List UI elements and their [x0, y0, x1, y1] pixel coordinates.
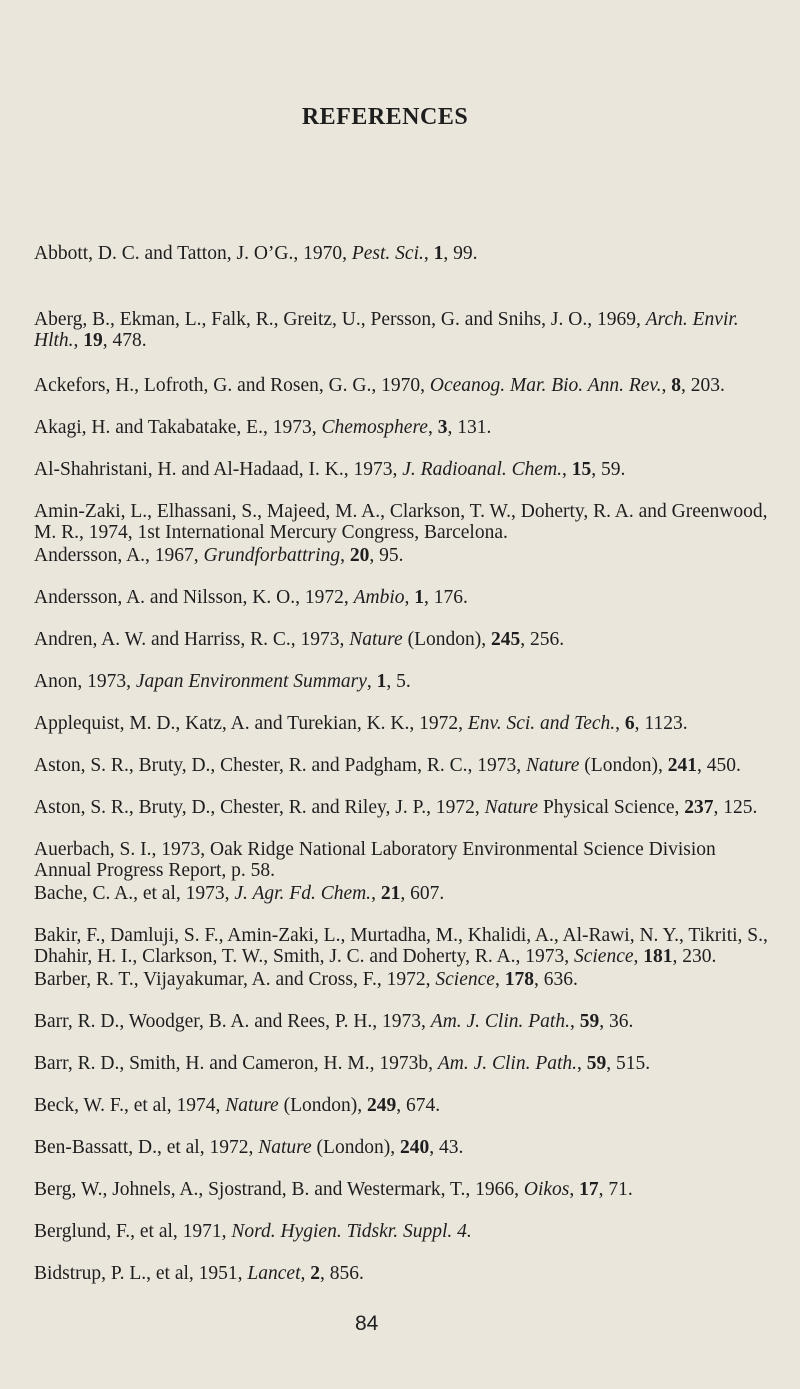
journal-title: Am. J. Clin. Path. [430, 1011, 570, 1032]
journal-title: J. Radioanal. Chem. [402, 459, 563, 480]
journal-title: Nature [349, 629, 403, 650]
reference-entry [34, 459, 772, 480]
reference-entry [34, 629, 772, 650]
citation-text: Physical Science, [538, 797, 685, 818]
volume-number: 181 [643, 946, 673, 967]
journal-title: Am. J. Clin. Path. [437, 1053, 578, 1074]
reference-entry [34, 969, 772, 990]
citation-text: , 5. [386, 671, 411, 692]
reference-entry [34, 1221, 772, 1242]
reference-entry [34, 545, 772, 566]
volume-number: 8 [671, 375, 682, 396]
citation-text: Barber, R. T., Vijayakumar, A. and Cross, F., 1972, [34, 969, 436, 990]
citation-text: , [615, 713, 625, 734]
volume-number: 1 [433, 243, 444, 264]
volume-number: 240 [399, 1137, 430, 1158]
reference-entry [34, 309, 772, 351]
citation-text: , [633, 946, 644, 967]
journal-title: Oikos [523, 1179, 570, 1200]
citation-text: Amin-Zaki, L., Elhassani, S., Majeed, M. A., Clarkson, T. W., Doherty, R. A. and Greenwood, M. R., 1974, 1st International Mercury Congress, Barcelona. [34, 501, 768, 543]
reference-entry [34, 883, 772, 904]
citation-text: , 607. [400, 883, 445, 904]
reference-entry [34, 1137, 772, 1158]
citation-text: Anon, 1973, [34, 671, 136, 692]
reference-entry [34, 713, 772, 734]
citation-text: , 43. [429, 1137, 464, 1158]
volume-number: 6 [624, 713, 635, 734]
citation-text: , [562, 459, 572, 480]
citation-text: , [423, 243, 434, 264]
citation-text: (London), [311, 1137, 400, 1158]
citation-text: , [340, 545, 350, 566]
journal-title: Nature [484, 797, 539, 818]
volume-number: 59 [586, 1053, 607, 1074]
citation-text: Barr, R. D., Woodger, B. A. and Rees, P. H., 1973, [34, 1011, 431, 1032]
citation-text: , 131. [447, 417, 492, 438]
citation-text: Ben-Bassatt, D., et al, 1972, [34, 1137, 259, 1158]
reference-entry [34, 1179, 772, 1200]
journal-title: Nature [258, 1137, 312, 1158]
citation-text: , [371, 883, 381, 904]
citation-text: , 1123. [634, 713, 688, 734]
volume-number: 249 [367, 1095, 397, 1116]
citation-text: , 636. [533, 969, 578, 990]
volume-number: 1 [376, 671, 387, 692]
citation-text: Ackefors, H., Lofroth, G. and Rosen, G. G., 1970, [34, 375, 430, 396]
citation-text: Bache, C. A., et al, 1973, [34, 883, 235, 904]
citation-text: , 99. [443, 243, 478, 264]
journal-title: Env. Sci. and Tech. [467, 713, 616, 734]
volume-number: 20 [349, 545, 370, 566]
volume-number: 1 [414, 587, 425, 608]
volume-number: 21 [380, 883, 401, 904]
reference-entry [34, 1263, 772, 1284]
citation-text: Aberg, B., Ekman, L., Falk, R., Greitz, U., Persson, G. and Snihs, J. O., 1969, [34, 309, 646, 330]
citation-text: , [366, 671, 377, 692]
volume-number: 15 [571, 459, 592, 480]
volume-number: 59 [579, 1011, 600, 1032]
citation-text: (London), [579, 755, 668, 776]
citation-text: Aston, S. R., Bruty, D., Chester, R. and Padgham, R. C., 1973, [34, 755, 526, 776]
reference-entry [34, 243, 772, 264]
citation-text: , [569, 1179, 580, 1200]
reference-entry [34, 417, 772, 438]
citation-text: Berg, W., Johnels, A., Sjostrand, B. and Westermark, T., 1966, [34, 1179, 524, 1200]
citation-text: , 450. [696, 755, 741, 776]
citation-text: , 71. [598, 1179, 633, 1200]
page-title: REFERENCES [301, 104, 469, 130]
citation-text: Bakir, F., Damluji, S. F., Amin-Zaki, L., Murtadha, M., Khalidi, A., Al-Rawi, N. Y., Tikriti, S., Dhahir, H. I., Clarkson, T. W., Smith, J. C. and Doherty, R. A., 1973, [34, 925, 768, 967]
journal-title: Nature [525, 755, 580, 776]
volume-number: 2 [310, 1263, 320, 1284]
citation-text: , 256. [520, 629, 565, 650]
citation-text: , [569, 1011, 580, 1032]
citation-text: , 95. [369, 545, 404, 566]
volume-number: 178 [504, 969, 534, 990]
citation-text: (London), [402, 629, 491, 650]
citation-text: Berglund, F., et al, 1971, [34, 1221, 232, 1242]
reference-entry [34, 1095, 772, 1116]
citation-text: , [73, 330, 84, 351]
citation-text: , [404, 587, 415, 608]
reference-entry [34, 1011, 772, 1032]
citation-text: Bidstrup, P. L., et al, 1951, [34, 1263, 248, 1284]
volume-number: 19 [83, 330, 103, 351]
citation-text: , [427, 417, 438, 438]
journal-title: Science [573, 946, 634, 967]
reference-entry [34, 797, 772, 818]
citation-text: , 674. [396, 1095, 441, 1116]
citation-text: , 230. [672, 946, 717, 967]
journal-title: Grundforbattring [203, 545, 341, 566]
journal-title: Nature [225, 1095, 279, 1116]
citation-text: , [661, 375, 672, 396]
citation-text: , 59. [591, 459, 626, 480]
journal-title: Oceanog. Mar. Bio. Ann. Rev. [429, 375, 662, 396]
citation-text: , 125. [713, 797, 758, 818]
citation-text: Andersson, A., 1967, [34, 545, 204, 566]
citation-text: Applequist, M. D., Katz, A. and Turekian, K. K., 1972, [34, 713, 468, 734]
journal-title: Japan Environment Summary [135, 671, 367, 692]
citation-text: Aston, S. R., Bruty, D., Chester, R. and Riley, J. P., 1972, [34, 797, 485, 818]
journal-title: Nord. Hygien. Tidskr. Suppl. 4. [231, 1221, 472, 1242]
citation-text: , 478. [102, 330, 147, 351]
citation-text: , [494, 969, 505, 990]
citation-text: Al-Shahristani, H. and Al-Hadaad, I. K., 1973, [34, 459, 403, 480]
volume-number: 241 [667, 755, 697, 776]
journal-title: Arch. Envir. Hlth. [34, 309, 739, 351]
reference-entry [34, 587, 772, 608]
citation-text: Abbott, D. C. and Tatton, J. O’G., 1970, [34, 243, 352, 264]
citation-text: Akagi, H. and Takabatake, E., 1973, [34, 417, 322, 438]
citation-text: (London), [278, 1095, 367, 1116]
volume-number: 237 [684, 797, 714, 818]
citation-text: , [577, 1053, 587, 1074]
citation-text: Andren, A. W. and Harriss, R. C., 1973, [34, 629, 350, 650]
citation-text: Barr, R. D., Smith, H. and Cameron, H. M., 1973b, [34, 1053, 438, 1074]
reference-entry [34, 1053, 772, 1074]
citation-text: Andersson, A. and Nilsson, K. O., 1972, [34, 587, 354, 608]
journal-title: Pest. Sci. [351, 243, 424, 264]
volume-number: 3 [437, 417, 448, 438]
journal-title: Lancet [247, 1263, 301, 1284]
citation-text: , 36. [599, 1011, 634, 1032]
citation-text: , 856. [320, 1263, 364, 1284]
reference-entry [34, 375, 772, 396]
reference-entry [34, 671, 772, 692]
citation-text: Auerbach, S. I., 1973, Oak Ridge National Laboratory Environmental Science Division Annual Progress Report, p. 58. [34, 839, 716, 881]
reference-entry [34, 755, 772, 776]
citation-text: , 176. [424, 587, 468, 608]
reference-entry [34, 925, 772, 967]
citation-text: , 203. [681, 375, 725, 396]
journal-title: Science [435, 969, 495, 990]
reference-entry [34, 501, 772, 543]
journal-title: J. Agr. Fd. Chem. [234, 883, 372, 904]
journal-title: Chemosphere [321, 417, 428, 438]
citation-text: Beck, W. F., et al, 1974, [34, 1095, 226, 1116]
journal-title: Ambio [353, 587, 405, 608]
citation-text: , [300, 1263, 311, 1284]
page-number: 84 [355, 1312, 379, 1335]
volume-number: 17 [579, 1179, 599, 1200]
volume-number: 245 [490, 629, 521, 650]
reference-entry [34, 839, 772, 881]
citation-text: , 515. [606, 1053, 651, 1074]
